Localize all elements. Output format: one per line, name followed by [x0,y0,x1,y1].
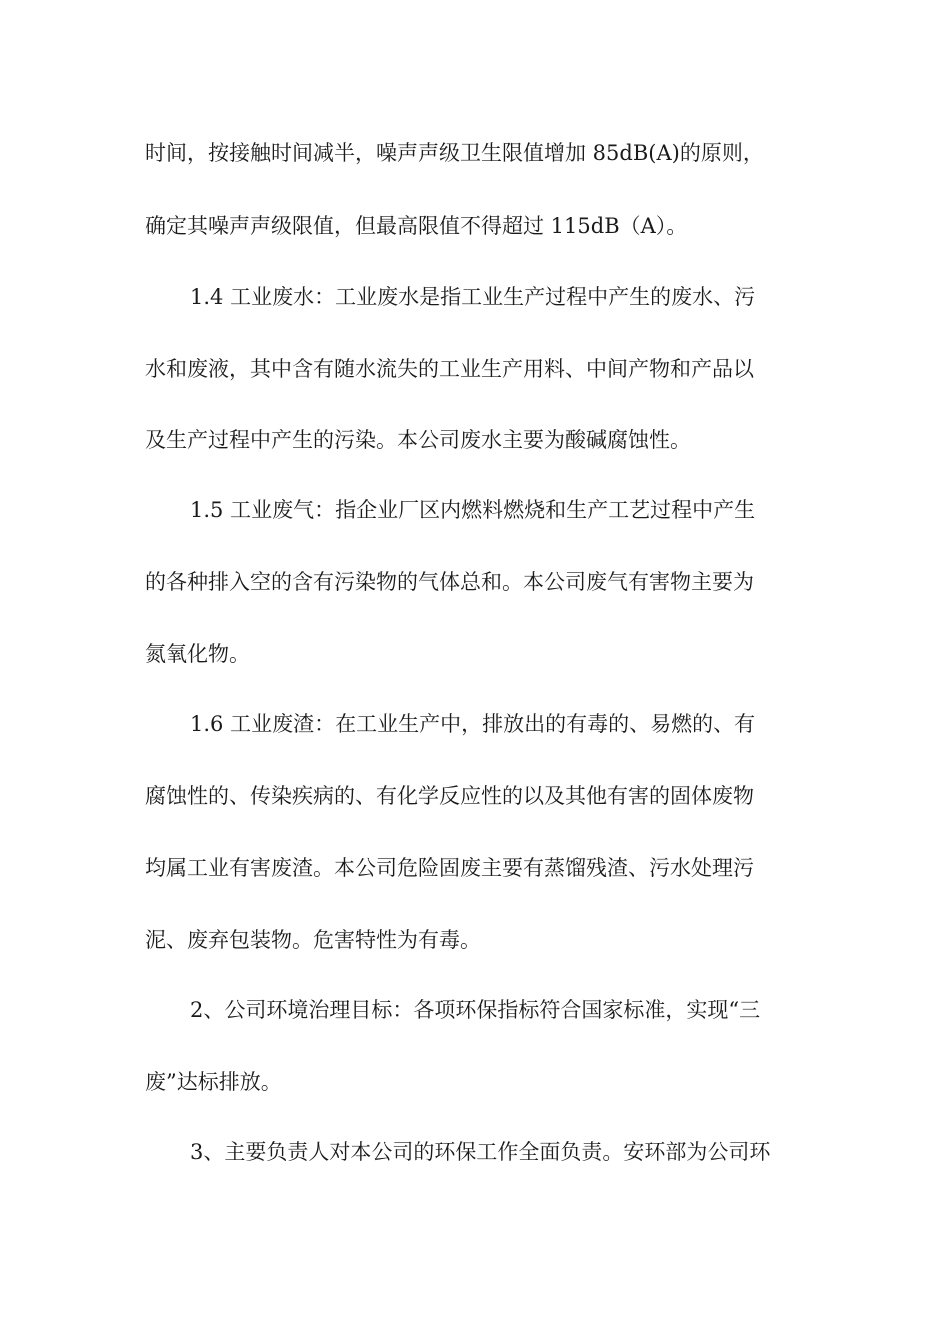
text-line: 泥、废弃包装物。危害特性为有毒。 [145,928,481,952]
text-line: 确定其噪声声级限值，但最高限值不得超过 115dB（A）。 [145,214,688,238]
text-line: 氮氧化物。 [145,642,250,666]
text-line: 1.4 工业废水：工业废水是指工业生产过程中产生的废水、污 [190,285,756,309]
text-line: 1.6 工业废渣：在工业生产中，排放出的有毒的、易燃的、有 [190,712,756,736]
text-line: 废”达标排放。 [145,1070,282,1094]
text-line: 2、公司环境治理目标：各项环保指标符合国家标准，实现“三 [190,998,761,1022]
text-line: 的各种排入空的含有污染物的气体总和。本公司废气有害物主要为 [145,570,754,594]
text-line: 时间，按接触时间减半，噪声声级卫生限值增加 85dB(A)的原则， [145,141,764,165]
text-line: 及生产过程中产生的污染。本公司废水主要为酸碱腐蚀性。 [145,428,691,452]
text-line: 水和废液，其中含有随水流失的工业生产用料、中间产物和产品以 [145,357,754,381]
text-line: 均属工业有害废渣。本公司危险固废主要有蒸馏残渣、污水处理污 [145,856,754,880]
text-line: 3、主要负责人对本公司的环保工作全面负责。安环部为公司环 [190,1140,771,1164]
text-line: 腐蚀性的、传染疾病的、有化学反应性的以及其他有害的固体废物 [145,784,754,808]
text-line: 1.5 工业废气：指企业厂区内燃料燃烧和生产工艺过程中产生 [190,498,756,522]
